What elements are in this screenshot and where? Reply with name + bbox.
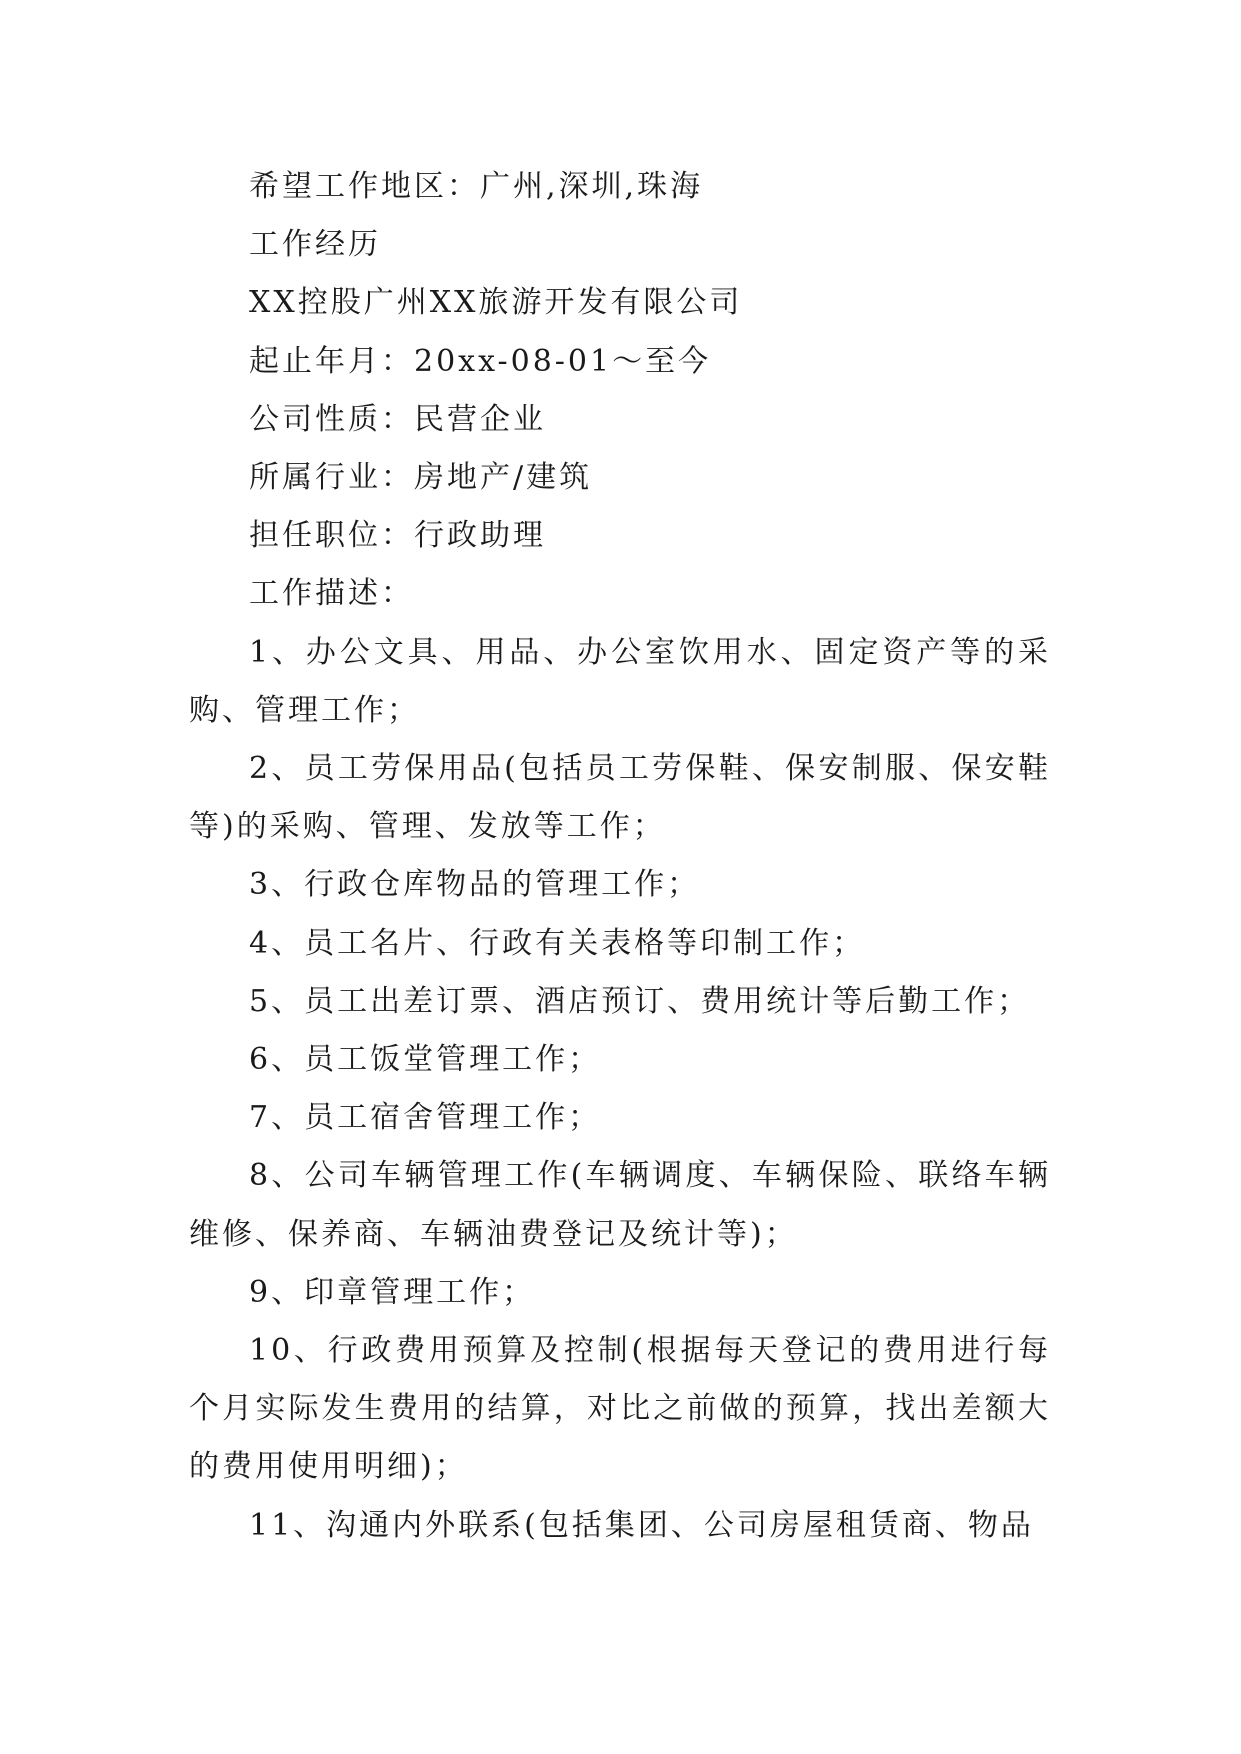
duty-item: 9、印章管理工作；	[249, 1274, 536, 1310]
employment-period: 起止年月：20xx-08-01～至今	[249, 343, 712, 379]
industry: 所属行业：房地产/建筑	[249, 460, 593, 496]
desired-location: 希望工作地区：广州,深圳,珠海	[249, 169, 704, 204]
duty-item: 4、员工名片、行政有关表格等印制工作；	[249, 925, 866, 961]
duty-item: 6、员工饭堂管理工作；	[249, 1042, 602, 1078]
company-type: 公司性质：民营企业	[249, 401, 546, 437]
section-heading-work-experience: 工作经历	[249, 227, 381, 263]
duty-item: 7、员工宿舍管理工作；	[249, 1100, 602, 1136]
job-position: 担任职位：行政助理	[249, 518, 546, 554]
duty-item: 8、公司车辆管理工作(车辆调度、车辆保险、联络车辆维修、保养商、车辆油费登记及统计等)；	[189, 1158, 1051, 1252]
duty-item: 11、沟通内外联系(包括集团、公司房屋租赁商、物品	[249, 1507, 1034, 1543]
duty-item: 3、行政仓库物品的管理工作；	[249, 867, 701, 903]
job-description-heading: 工作描述：	[249, 576, 414, 612]
duty-item: 10、行政费用预算及控制(根据每天登记的费用进行每个月实际发生费用的结算，对比之前做的预算，找出差额大的费用使用明细)；	[189, 1333, 1051, 1485]
duty-item: 5、员工出差订票、酒店预订、费用统计等后勤工作；	[249, 983, 1031, 1019]
company-name: XX控股广州XX旅游开发有限公司	[249, 285, 743, 321]
duty-item: 1、办公文具、用品、办公室饮用水、固定资产等的采购、管理工作；	[189, 634, 1051, 728]
duty-item: 2、员工劳保用品(包括员工劳保鞋、保安制服、保安鞋等)的采购、管理、发放等工作；	[189, 751, 1051, 845]
document-body	[189, 158, 1051, 1555]
